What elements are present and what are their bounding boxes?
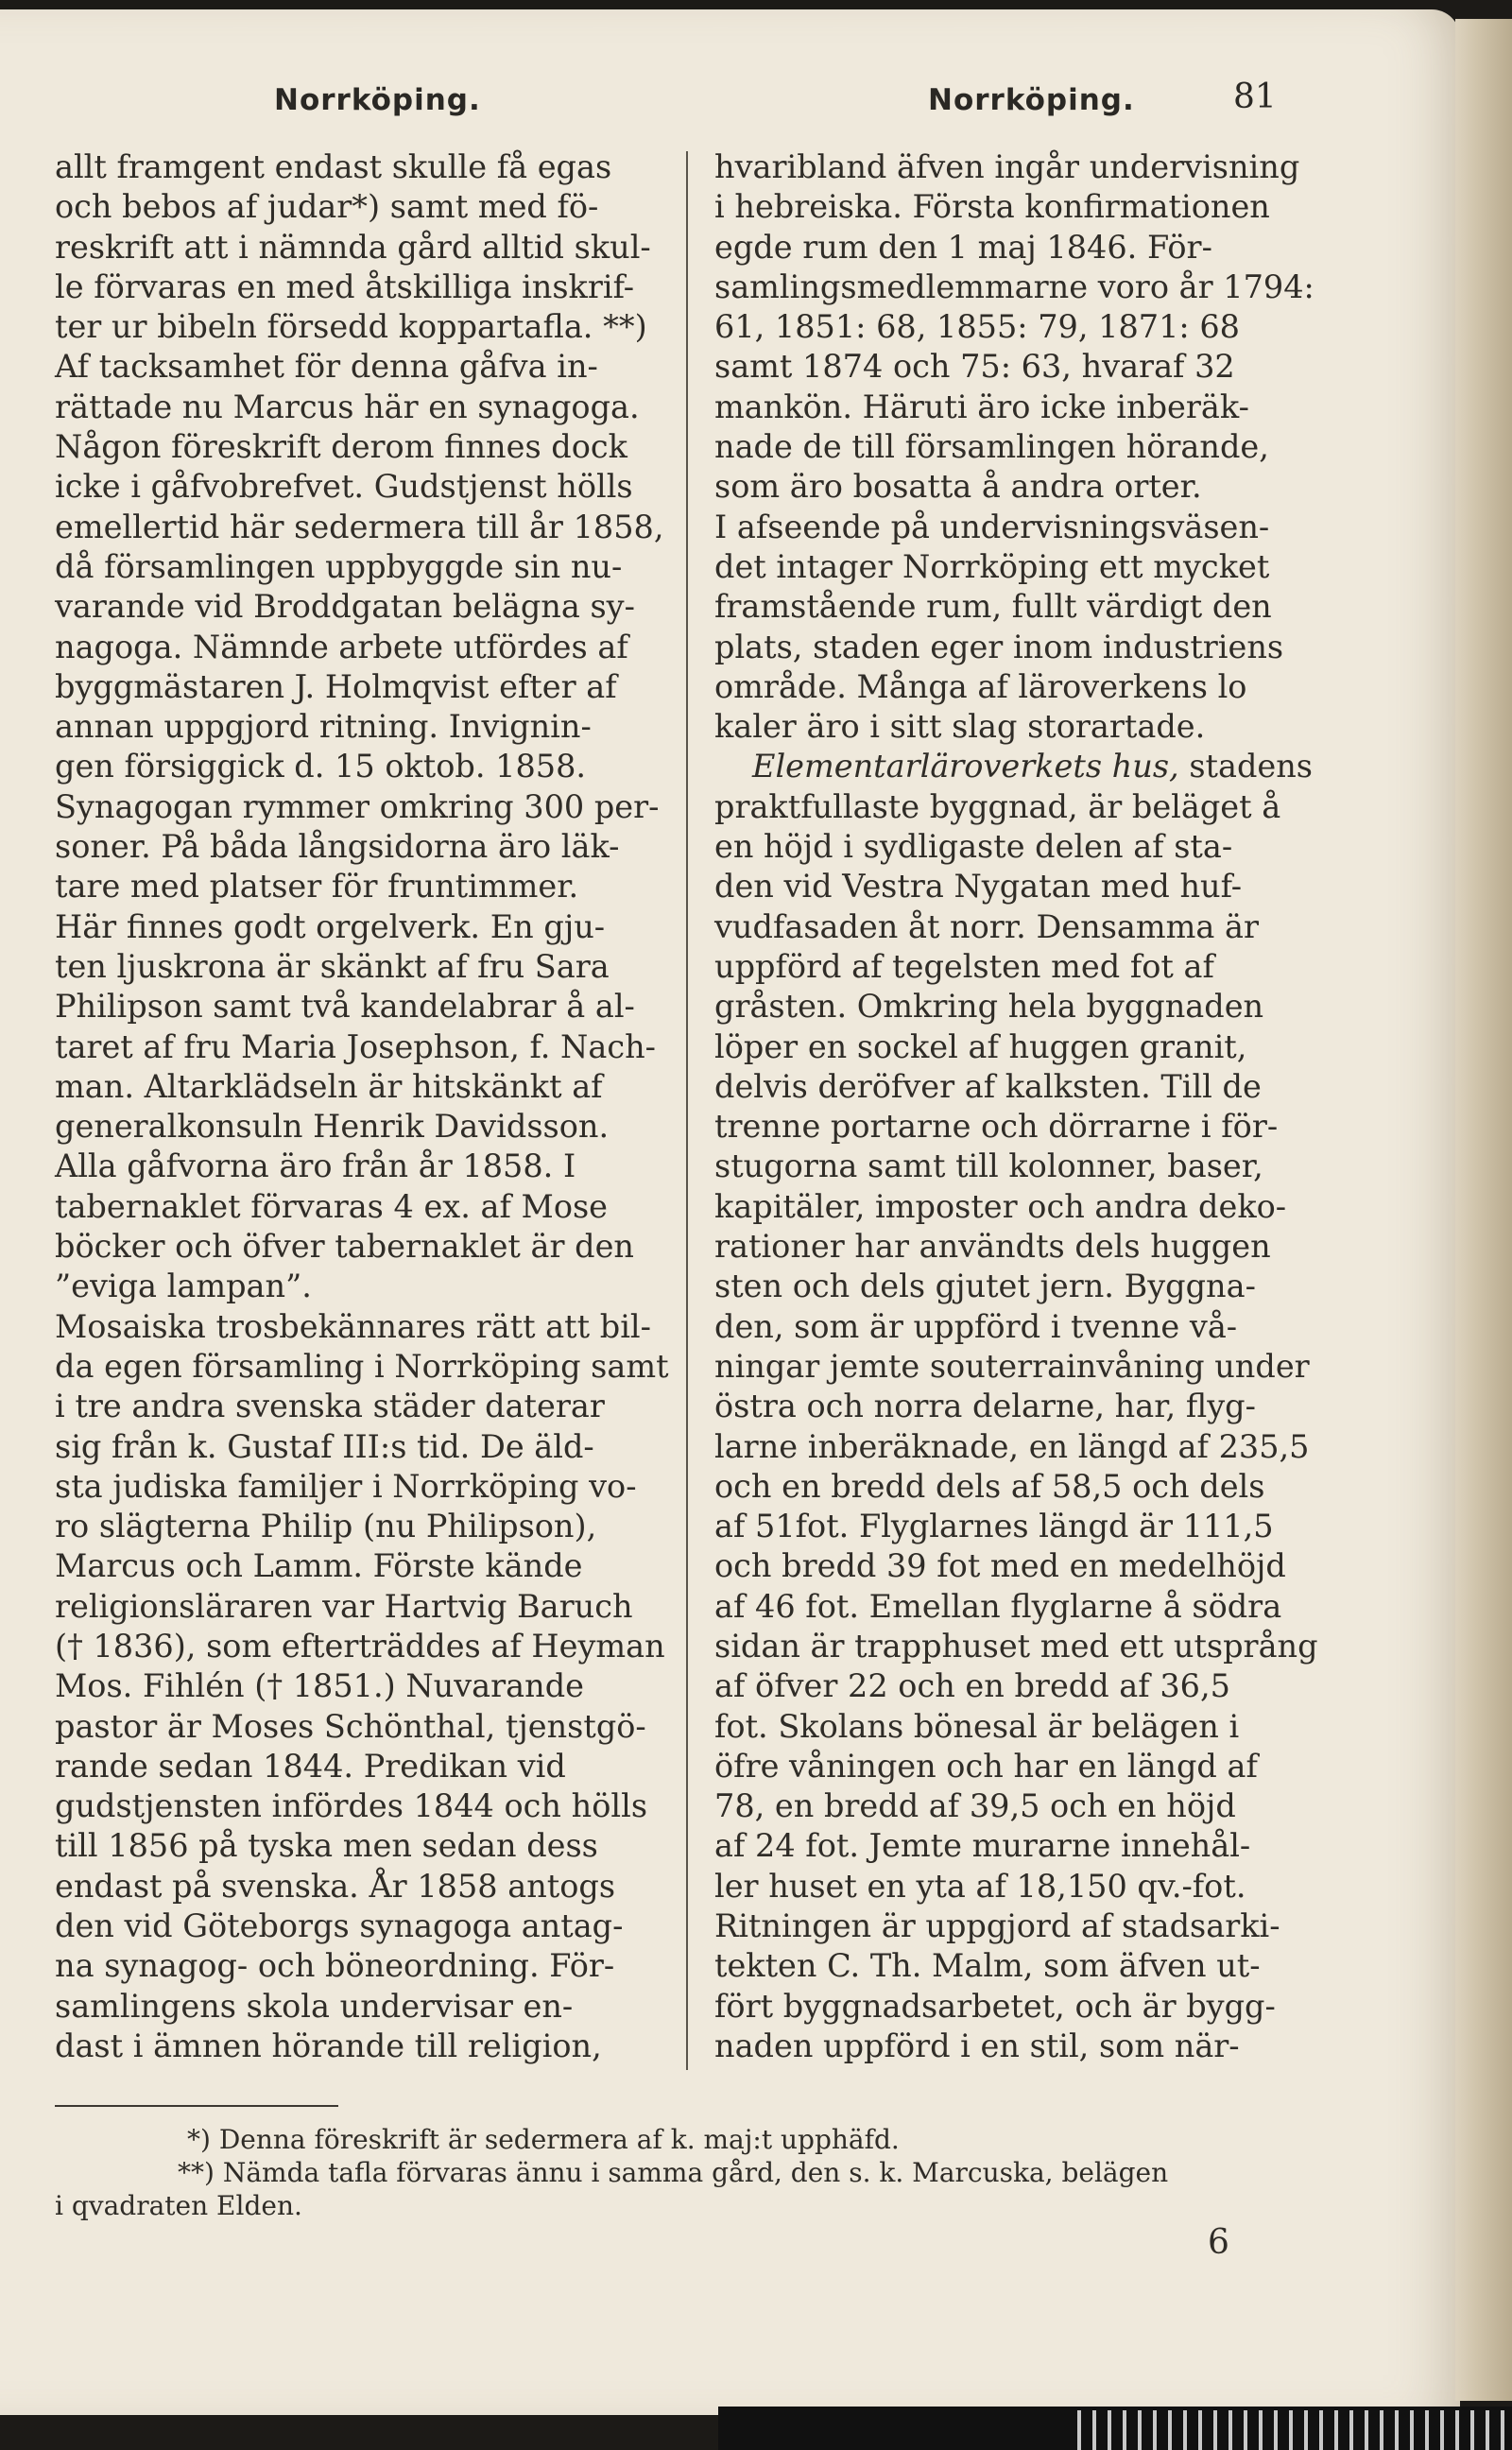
italic-heading-rest: stadens <box>1178 748 1313 785</box>
text-line: af 24 fot. Jemte murarne innehål- <box>714 1827 1251 1865</box>
text-line: rationer har användts dels huggen <box>714 1228 1271 1266</box>
text-line: Synagogan rymmer omkring 300 per- <box>55 787 660 825</box>
signature-mark: 6 <box>1208 2223 1229 2262</box>
text-line: vudfasaden åt norr. Densamma är <box>714 907 1260 945</box>
text-line: sta judiska familjer i Norrköping vo- <box>55 1467 637 1505</box>
text-line: gråsten. Omkring hela byggnaden <box>714 988 1264 1026</box>
text-line: allt framgent endast skulle få egas <box>55 148 612 185</box>
text-line: mankön. Häruti äro icke inberäk- <box>714 388 1249 425</box>
footnote-2: **) Nämda tafla förvaras ännu i samma gård, den s. k. Marcuska, belägen <box>178 2157 1169 2188</box>
text-line: kapitäler, imposter och andra deko- <box>714 1187 1287 1225</box>
page-edge <box>1455 19 1512 2401</box>
running-head-left: Norrköping. <box>274 83 481 117</box>
text-line: i tre andra svenska städer daterar <box>55 1388 605 1425</box>
text-line: den vid Göteborgs synagoga antag- <box>55 1907 624 1945</box>
text-line: öfre våningen och har en längd af <box>714 1747 1258 1785</box>
text-line: na synagog- och böneordning. För- <box>55 1947 615 1985</box>
text-line: den, som är uppförd i tvenne vå- <box>714 1307 1238 1345</box>
text-line: I afseende på undervisningsväsen- <box>714 508 1270 545</box>
text-line: larne inberäknade, en längd af 235,5 <box>714 1427 1310 1465</box>
footnote-1: *) Denna föreskrift är sedermera af k. maj:t upphäfd. <box>187 2124 900 2155</box>
text-line: ten ljuskrona är skänkt af fru Sara <box>55 947 610 985</box>
text-line: af öfver 22 och en bredd af 36,5 <box>714 1667 1230 1705</box>
text-line: endast på svenska. År 1858 antogs <box>55 1867 616 1905</box>
text-line: Mos. Fihlén († 1851.) Nuvarande <box>55 1667 584 1705</box>
text-line: stugorna samt till kolonner, baser, <box>714 1147 1263 1185</box>
text-line: det intager Norrköping ett mycket <box>714 547 1270 585</box>
text-line: samlingsmedlemmarne voro år 1794: <box>714 267 1314 305</box>
text-line: ningar jemte souterrainvåning under <box>714 1347 1310 1385</box>
text-line: dast i ämnen hörande till religion, <box>55 2027 602 2064</box>
text-line: generalkonsuln Henrik Davidsson. <box>55 1108 610 1146</box>
text-line: soner. På båda långsidorna äro läk- <box>55 828 620 866</box>
running-head-right: Norrköping. <box>928 83 1135 117</box>
text-line: delvis deröfver af kalksten. Till de <box>714 1067 1262 1105</box>
text-line: område. Många af läroverkens lo <box>714 667 1247 705</box>
text-line: fört byggnadsarbetet, och är bygg- <box>714 1987 1276 2025</box>
text-line: religionsläraren var Hartvig Baruch <box>55 1587 633 1625</box>
text-line: 78, en bredd af 39,5 och en höjd <box>714 1787 1236 1825</box>
text-line: praktfullaste byggnad, är beläget å <box>714 787 1281 825</box>
text-line: och bredd 39 fot med en medelhöjd <box>714 1547 1286 1585</box>
text-line: († 1836), som efterträddes af Heyman <box>55 1627 665 1665</box>
text-line: framstående rum, fullt värdigt den <box>714 588 1272 626</box>
right-column <box>714 147 1318 2066</box>
text-line: samt 1874 och 75: 63, hvaraf 32 <box>714 348 1235 386</box>
text-line <box>714 747 1314 786</box>
text-line: och en bredd dels af 58,5 och dels <box>714 1467 1265 1505</box>
text-line: af 51fot. Flyglarnes längd är 111,5 <box>714 1508 1274 1545</box>
text-line: Ritningen är uppgjord af stadsarki- <box>714 1907 1280 1945</box>
text-line: Philipson samt två kandelabrar å al- <box>55 988 635 1026</box>
text-line: tabernaklet förvaras 4 ex. af Mose <box>55 1187 609 1225</box>
text-line: le förvaras en med åtskilliga inskrif- <box>55 267 635 305</box>
page-number: 81 <box>1233 78 1277 116</box>
text-line: till 1856 på tyska men sedan dess <box>55 1827 598 1865</box>
text-line: af 46 fot. Emellan flyglarne å södra <box>714 1587 1282 1625</box>
text-line: i hebreiska. Första konfirmationen <box>714 188 1270 226</box>
text-line: Alla gåfvorna äro från år 1858. I <box>55 1147 576 1185</box>
text-line: nagoga. Nämnde arbete utfördes af <box>55 628 628 665</box>
text-line: och bebos af judar*) samt med fö- <box>55 188 599 226</box>
text-line: ro slägterna Philip (nu Philipson), <box>55 1508 597 1545</box>
text-line: gen försiggick d. 15 oktob. 1858. <box>55 748 587 785</box>
text-line: man. Altarklädseln är hitskänkt af <box>55 1067 603 1105</box>
text-line: varande vid Broddgatan belägna sy- <box>55 588 635 626</box>
text-line: tekten C. Th. Malm, som äfven ut- <box>714 1947 1261 1985</box>
text-line: byggmästaren J. Holmqvist efter af <box>55 667 617 705</box>
text-line: ter ur bibeln försedd koppartafla. **) <box>55 308 647 346</box>
text-line: da egen församling i Norrköping samt <box>55 1347 669 1385</box>
text-line: reskrift att i nämnda gård alltid skul- <box>55 228 651 266</box>
text-line: pastor är Moses Schönthal, tjenstgö- <box>55 1707 646 1745</box>
text-line: Här finnes godt orgelverk. En gju- <box>55 907 606 945</box>
text-line: annan uppgjord ritning. Invignin- <box>55 708 592 746</box>
text-line: 61, 1851: 68, 1855: 79, 1871: 68 <box>714 308 1240 346</box>
scale-tape-marks <box>1077 2410 1512 2450</box>
text-line: rättade nu Marcus här en synagoga. <box>55 388 640 425</box>
text-line: naden uppförd i en stil, som när- <box>714 2027 1240 2064</box>
text-line: östra och norra delarne, har, flyg- <box>714 1388 1256 1425</box>
text-line: tare med platser för fruntimmer. <box>55 868 579 906</box>
text-line: icke i gåfvobrefvet. Gudstjenst hölls <box>55 468 633 506</box>
text-line: samlingens skola undervisar en- <box>55 1987 574 2025</box>
text-line: uppförd af tegelsten med fot af <box>714 947 1214 985</box>
text-line: emellertid här sedermera till år 1858, <box>55 508 664 545</box>
text-line: då församlingen uppbyggde sin nu- <box>55 547 623 585</box>
text-line: hvaribland äfven ingår undervisning <box>714 148 1300 185</box>
text-line: gudstjensten infördes 1844 och hölls <box>55 1787 648 1825</box>
text-line: kaler äro i sitt slag storartade. <box>714 708 1206 746</box>
footnotes <box>55 2123 1321 2222</box>
text-line: nade de till församlingen hörande, <box>714 428 1269 466</box>
footnote-rule <box>55 2105 338 2107</box>
text-line: den vid Vestra Nygatan med huf- <box>714 868 1243 906</box>
footnote-2-continued: i qvadraten Elden. <box>55 2190 302 2221</box>
text-line: böcker och öfver tabernaklet är den <box>55 1228 634 1266</box>
text-line: Någon föreskrift derom finnes dock <box>55 428 627 466</box>
text-line: rande sedan 1844. Predikan vid <box>55 1747 566 1785</box>
italic-heading: Elementarläroverkets hus, <box>752 748 1179 785</box>
text-line: sten och dels gjutet jern. Byggna- <box>714 1268 1256 1305</box>
text-line: taret af fru Maria Josephson, f. Nach- <box>55 1027 656 1065</box>
text-line: trenne portarne och dörrarne i för- <box>714 1108 1279 1146</box>
text-line: som äro bosatta å andra orter. <box>714 468 1202 506</box>
text-line: Marcus och Lamm. Förste kände <box>55 1547 583 1585</box>
text-line: plats, staden eger inom industriens <box>714 628 1284 665</box>
text-line: en höjd i sydligaste delen af sta- <box>714 828 1233 866</box>
column-divider <box>686 151 688 2070</box>
left-column <box>55 147 669 2066</box>
text-line: Mosaiska trosbekännares rätt att bil- <box>55 1307 651 1345</box>
text-line: egde rum den 1 maj 1846. För- <box>714 228 1212 266</box>
text-line: sig från k. Gustaf III:s tid. De äld- <box>55 1427 594 1465</box>
text-line: ler huset en yta af 18,150 qv.-fot. <box>714 1867 1246 1905</box>
text-line: Af tacksamhet för denna gåfva in- <box>55 348 598 386</box>
text-line: ”eviga lampan”. <box>55 1268 312 1305</box>
text-line: fot. Skolans bönesal är belägen i <box>714 1707 1240 1745</box>
text-line: löper en sockel af huggen granit, <box>714 1027 1247 1065</box>
text-line: sidan är trapphuset med ett utsprång <box>714 1627 1318 1665</box>
